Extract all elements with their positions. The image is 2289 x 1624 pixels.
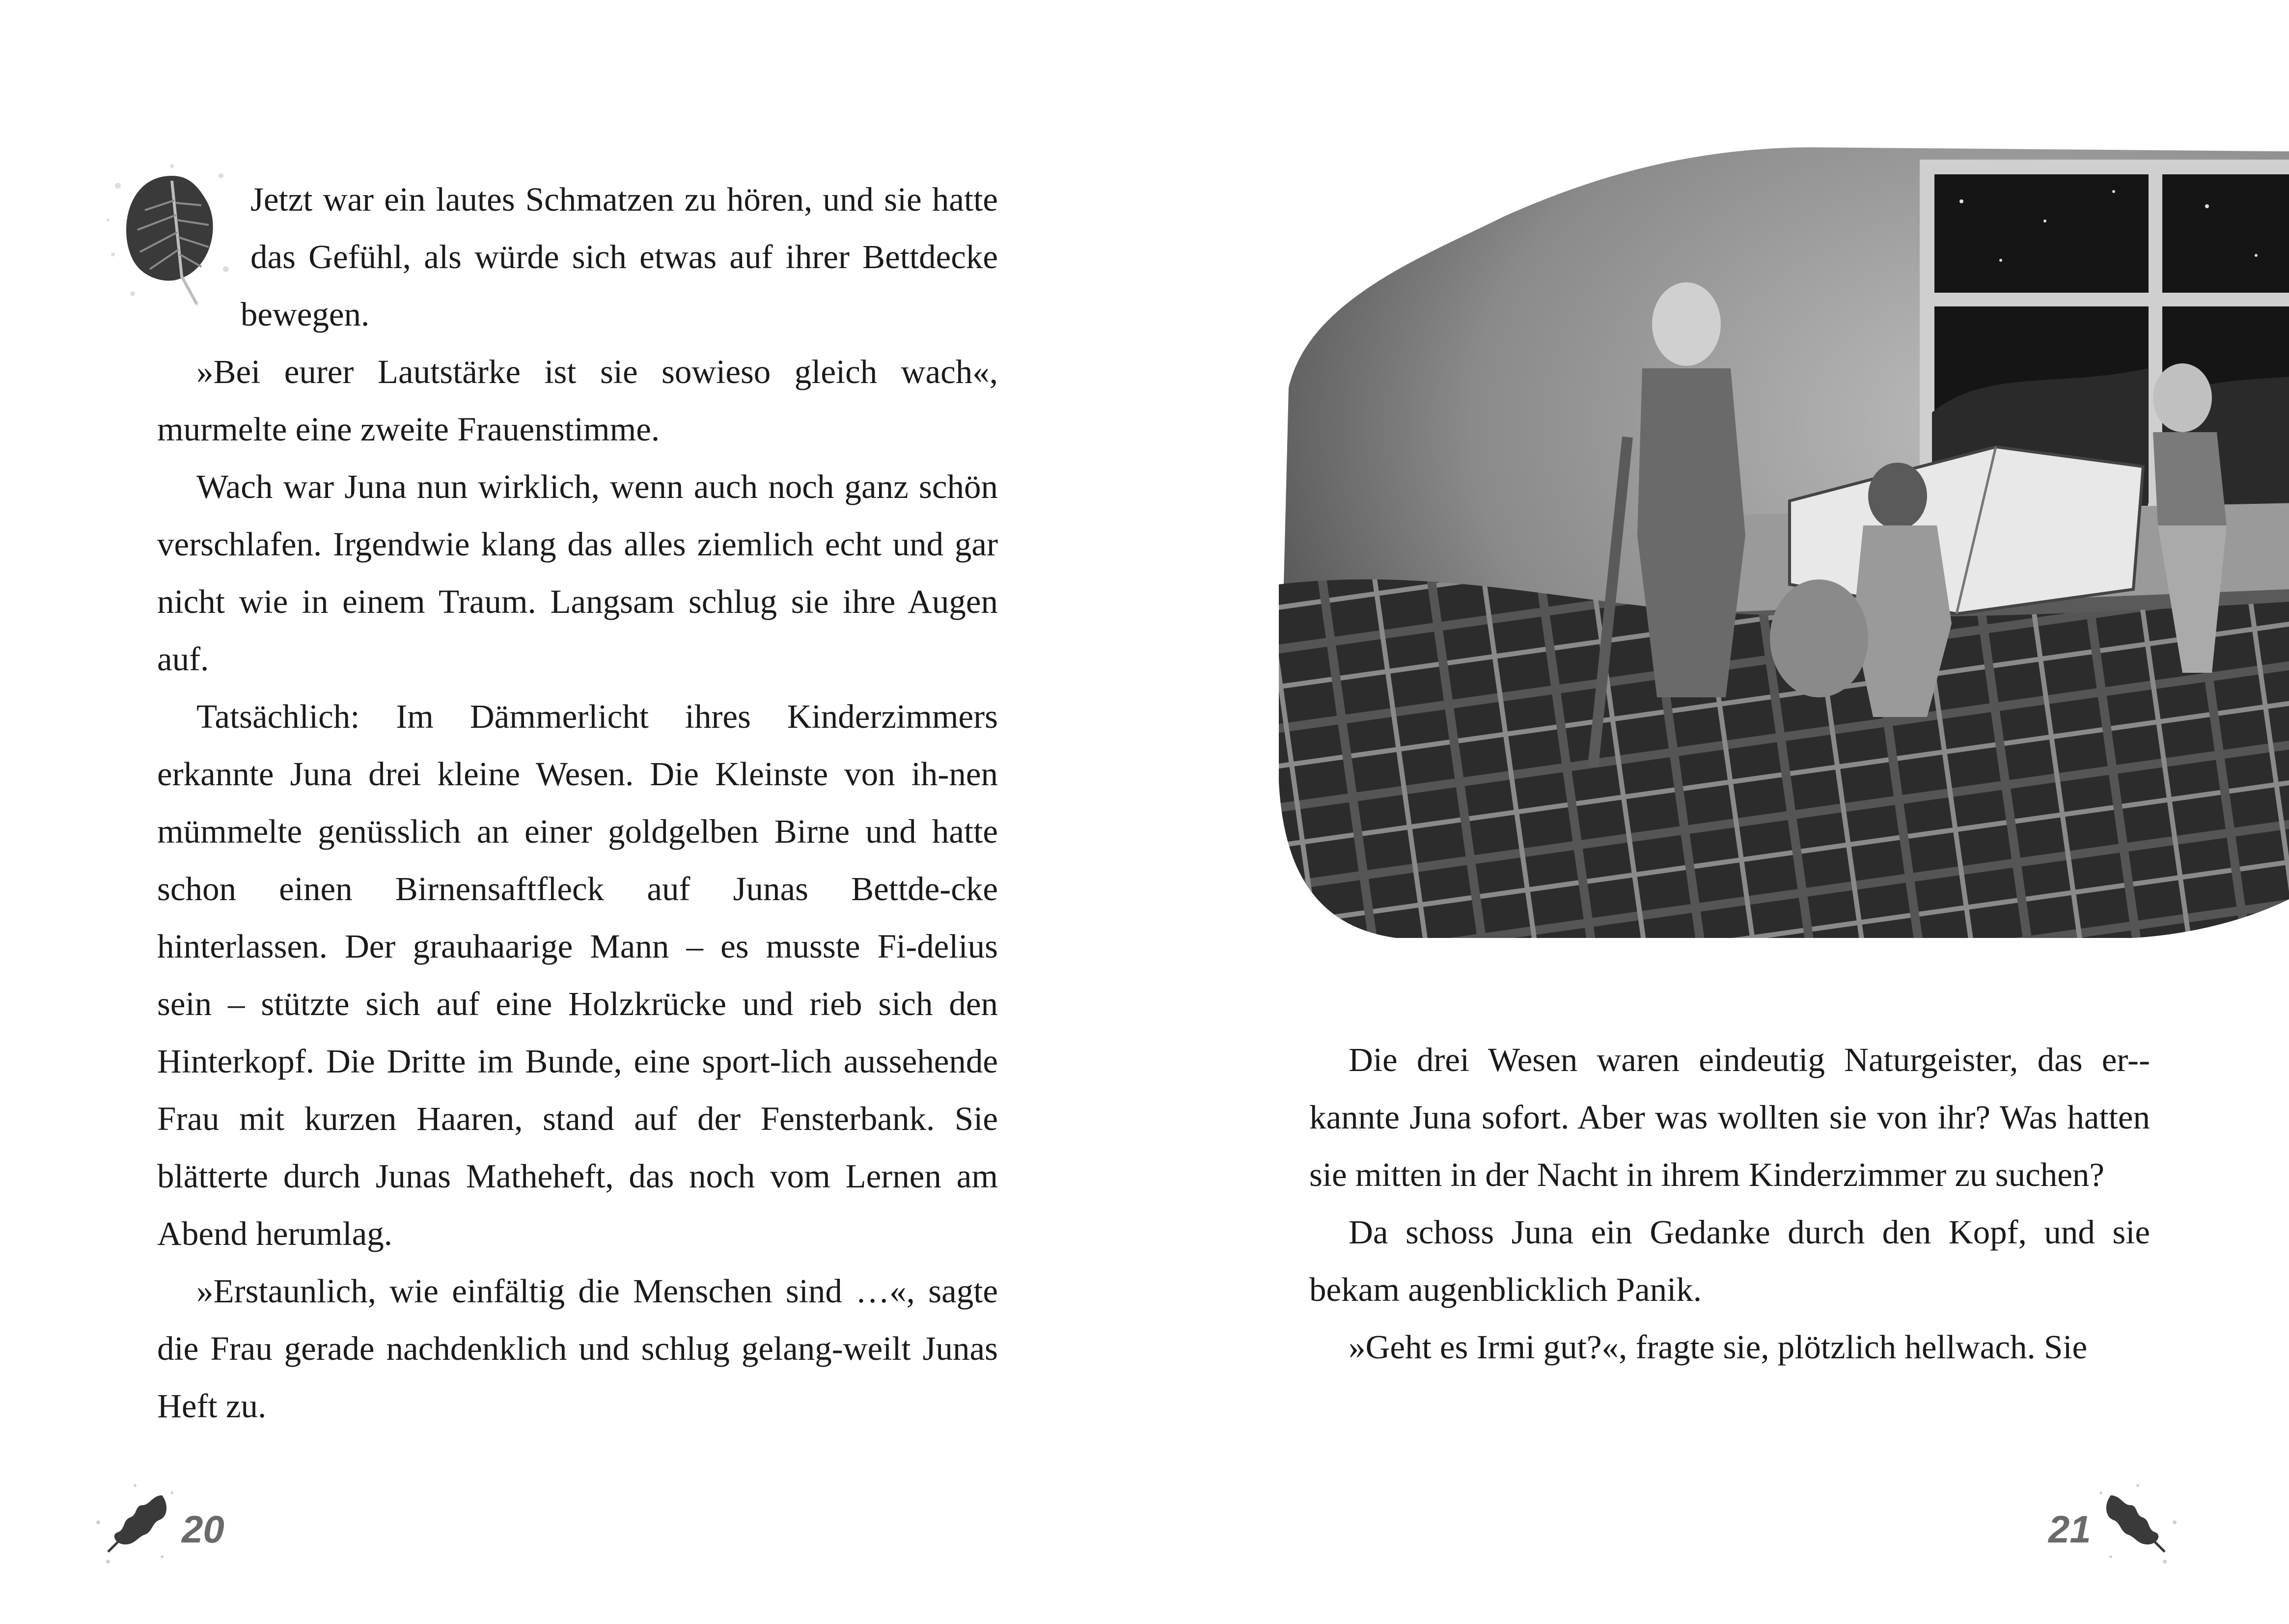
paragraph: »Bei eurer Lautstärke ist sie sowieso gleich wach«, murmelte eine zweite Frauenstimme. [157,353,998,448]
oak-leaf-icon [2091,1478,2184,1581]
left-page [0,0,1144,1624]
right-page-text [1309,1031,2150,1376]
right-page [1145,0,2289,1624]
paragraph: Wach war Juna nun wirklich, wenn auch noch ganz schön verschlafen. Irgendwie klang das alles ziemlich echt und gar nicht wie in einem Traum. Langsam schlug sie ihre Augen auf. [157,468,998,678]
paragraph: Tatsächlich: Im Dämmerlicht ihres Kinderzimmers erkannte Juna drei kleine Wesen. Die Kleinste von ih-nen mümmelte genüsslich an einer goldgelben Birne und hatte schon einen Birnensaftfleck auf Junas Bettde-cke hinterlassen. Der grauhaarige Mann – es musste Fi-delius sein – stützte sich auf eine Holzkrücke und rieb sich den Hinterkopf. Die Dritte im Bunde, eine sport-lich aussehende Frau mit kurzen Haaren, stand auf der Fensterbank. Sie blätterte durch Junas Matheheft, das noch vom Lernen am Abend herumlag. [157,698,998,1252]
page-number: 20 [182,1508,224,1551]
left-page-text [157,171,998,1435]
oak-leaf-icon [88,1478,182,1581]
paragraph: »Erstaunlich, wie einfältig die Menschen sind …«, sagte die Frau gerade nachdenklich und schlug gelang-weilt Junas Heft zu. [157,1272,998,1425]
paragraph: »Geht es Irmi gut?«, fragte sie, plötzlich hellwach. Sie [1349,1328,2088,1366]
bedroom-illustration [1249,93,2289,958]
paragraph: Die drei Wesen waren eindeutig Naturgeister, das er-kannte Juna sofort. Aber was wollten sie von ihr? Was hatten sie mitten in der Nacht in ihrem Kinderzimmer zu suchen? [1309,1041,2150,1193]
paragraph: Da schoss Juna ein Gedanke durch den Kopf, und sie bekam augenblicklich Panik. [1309,1213,2150,1308]
page-number: 21 [2048,1508,2091,1551]
leaf-icon [98,156,241,312]
page-number-left [88,1478,224,1581]
page-number-right [2048,1478,2184,1581]
paragraph: Jetzt war ein lautes Schmatzen zu hören, und sie hatte das Gefühl, als würde sich etwas auf ihrer Bettdecke bewegen. [240,181,998,333]
